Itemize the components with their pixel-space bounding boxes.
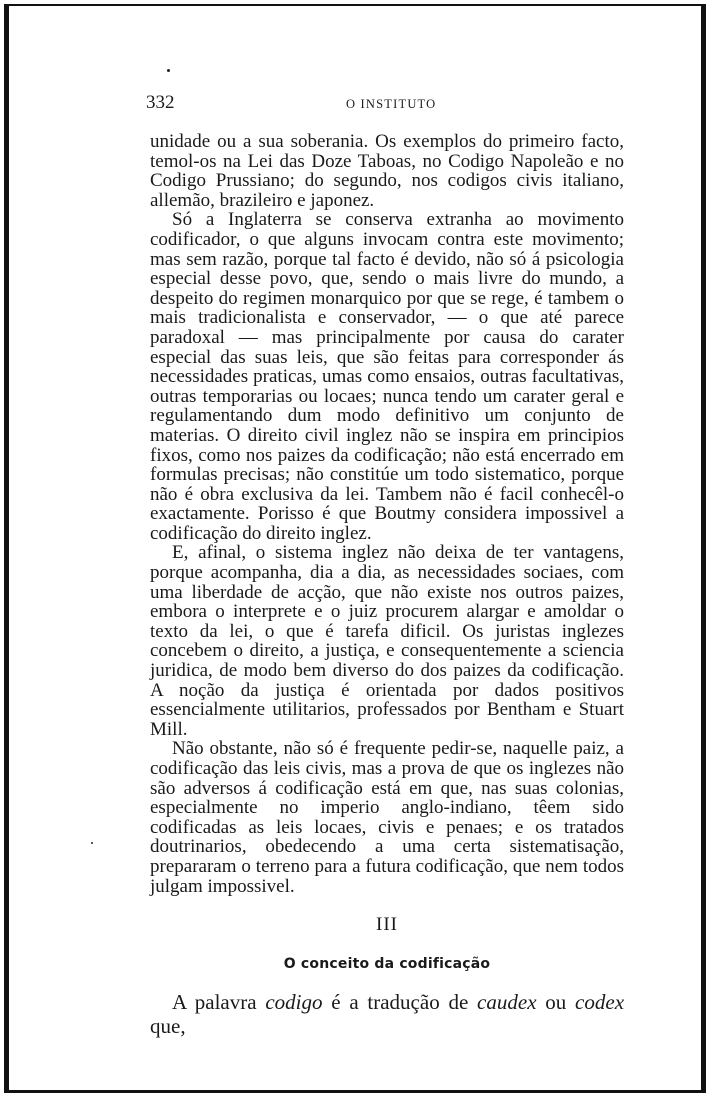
section-title: O conceito da codificação <box>283 956 491 973</box>
italic-term: caudex <box>477 990 537 1015</box>
running-head <box>146 92 624 122</box>
italic-term: codigo <box>265 990 323 1015</box>
page-number: 332 <box>146 92 175 113</box>
section-number: III <box>376 914 398 936</box>
body-text <box>150 132 624 896</box>
text-run: que, <box>150 1014 186 1039</box>
paragraph: unidade ou a sua soberania. Os exemplos do primeiro facto, temol-os na Lei das Doze Taboas, no Codigo Napoleão e no Codigo Prussiano; do segundo, nos codigos civis italiano, allemão, brazileiro e japonez. <box>150 131 624 211</box>
paragraph: Não obstante, não só é frequente pedir-se, naquelle paiz, a codificação das leis civis, mas a prova de que os inglezes não são adversos á codificação está em que, nas suas colonias, especialmente no imperio anglo-indiano, têem sido codificadas as leis locaes, civis e penaes; e os tratados doutrinarios, obedecendo a uma certa sistematisação, prepararam o terreno para a futura codificação, que nem todos julgam impossivel. <box>150 738 624 897</box>
book-page <box>146 92 625 1059</box>
text-run: A palavra <box>172 990 266 1015</box>
text-run: ou <box>536 990 576 1015</box>
scan-speck <box>167 69 170 72</box>
journal-title: O INSTITUTO <box>346 97 437 111</box>
paragraph: E, afinal, o sistema inglez não deixa de ter vantagens, porque acompanha, dia a dia, as necessidades sociaes, com uma liberdade de acção, que não existe nos outros paizes, embora o interprete e o juiz procurem alargar e amoldar o texto da lei, o que é tarefa dificil. Os juristas inglezes concebem o direito, a justiça, e consequentemente a sciencia juridica, de modo bem diverso do dos paizes da codificação. A noção da justiça é orientada por dados positivos essencialmente utilitarios, professados por Bentham e Stuart Mill. <box>150 542 624 740</box>
final-paragraph <box>150 990 624 1038</box>
scan-speck <box>91 842 93 844</box>
text-run: é a tradução de <box>322 990 478 1015</box>
italic-term: codex <box>575 990 625 1015</box>
paragraph: Só a Inglaterra se conserva extranha ao movimento codificador, o que alguns invocam contra este movimento; mas sem razão, porque tal facto é devido, não só á psicologia especial desse povo, que, sendo o mais livre do mundo, a despeito do regimen monarquico por que se rege, é tambem o mais tradicionalista e conservador, — o que até parece paradoxal — mas principalmente por causa do carater especial das suas leis, que são feitas para corresponder ás necessidades praticas, umas como ensaios, outras facultativas, outras temporarias ou locaes; nunca tendo um carater geral e regulamentando dum modo definitivo um conjunto de materias. O direito civil inglez não se inspira em principios fixos, como nos paizes da codificação; não está encerrado em formulas precisas; não constitúe um todo sistematico, porque não é obra exclusiva da lei. Tambem não é facil conhecêl-o exactamente. Porisso é que Boutmy considera impossivel a codificação do direito inglez. <box>150 209 624 544</box>
